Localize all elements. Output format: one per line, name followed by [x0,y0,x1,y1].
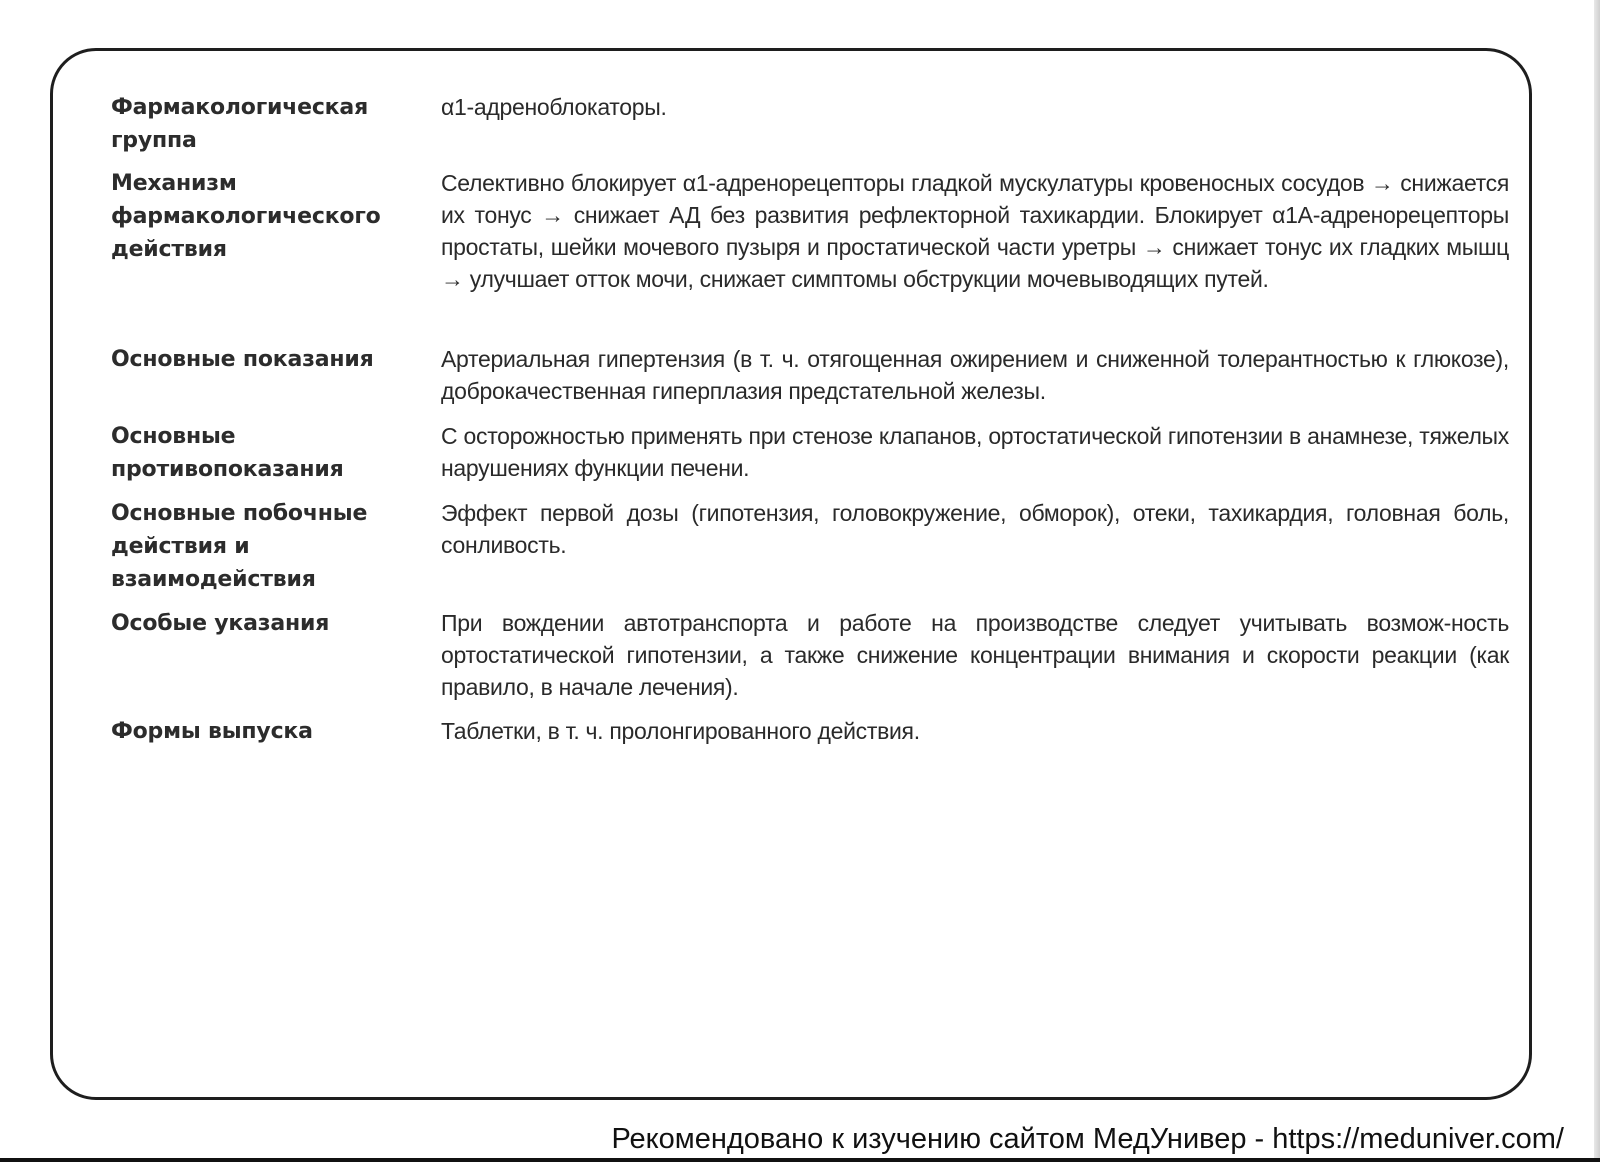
table-row [111,167,1551,343]
row-value: С осторожностью применять при стенозе клапанов, ортостатической гипотензии в анамнезе, тяжелых нарушениях функции печени. [441,423,1509,481]
drug-info-card [50,48,1532,1100]
footer-watermark-text: Рекомендовано к изучению сайтом МедУнивер - https://meduniver.com/ [611,1123,1564,1155]
table-row [111,420,1551,497]
row-value: При вождении автотранспорта и работе на производстве следует учитывать возмож-ность ортостатической гипотензии, а также снижение концентрации внимания и скорости реакции (как правило, в начале лечения). [441,610,1509,700]
row-label: Основные показания [111,347,374,372]
row-value: Таблетки, в т. ч. пролонгированного действия. [441,718,920,744]
footer-divider [0,1158,1600,1162]
row-label: Фармакологическая группа [111,95,368,153]
page-edge [1594,0,1600,1162]
table-row [111,91,1551,167]
row-label: Механизм фармакологического действия [111,171,381,262]
table-row [111,715,1551,755]
drug-info-table [111,91,1551,755]
row-value: Селективно блокирует α1-адренорецепторы гладкой мускулатуры кровеносных сосудов → снижается их тонус → снижает АД без развития рефлекторной тахикардии. Блокирует α1А-адренорецепторы простаты, шейки мочевого пузыря и простатической части уретры → снижает тонус их гладких мышц → улучшает отток мочи, снижает симптомы обструкции мочевыводящих путей. [441,170,1509,292]
row-value: α1-адреноблокаторы. [441,94,667,120]
table-row [111,607,1551,715]
table-row [111,497,1551,607]
row-value: Эффект первой дозы (гипотензия, головокружение, обморок), отеки, тахикардия, головная боль, сонливость. [441,500,1509,558]
table-row [111,343,1551,420]
row-label: Основные побочные действия и взаимодействия [111,501,368,592]
row-value: Артериальная гипертензия (в т. ч. отягощенная ожирением и сниженной толерантностью к глюкозе), доброкачественная гиперплазия предстательной железы. [441,346,1509,404]
row-label: Особые указания [111,611,330,636]
row-label: Формы выпуска [111,719,313,744]
row-label: Основные противопоказания [111,424,344,482]
